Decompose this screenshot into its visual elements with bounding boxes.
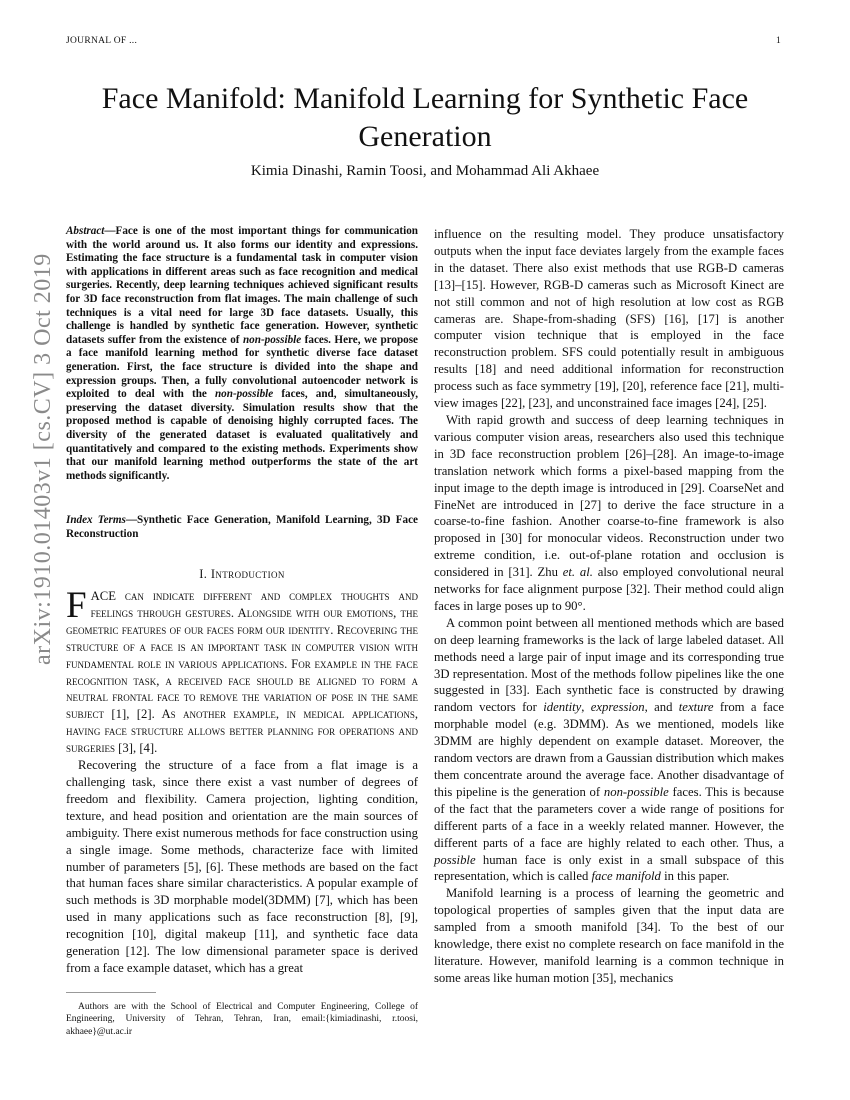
paragraph-text: from a face morphable model (e.g. 3DMM). As we mentioned, models like 3DMM are highly dependent on example dataset. Moreover, the random vectors are drawn from a Gaussian distribution which makes them concentrate around the average face. Another disadvantage of this pipeline is the generation of — [434, 700, 784, 799]
abstract-text-1: —Face is one of the most important things for communication with the world around us. It also forms our identity and expressions. Estimating the face structure is a fundamental task in computer vision with applications in different areas such as face recognition and medical surgeries. Recently, deep learning techniques achieved significant results for 3D face reconstruction from flat images. The main challenge of such techniques is a vital need for large 3D face datasets. Usually, this challenge is handled by synthetic face generation. However, synthetic datasets suffer from the existence of — [66, 225, 418, 346]
abstract-text-3: faces, and, simultaneously, preserving the dataset diversity. Simulation results show that the proposed method is capable of denoising highly corrupted faces. The diversity of the generated dataset is evaluated qualitatively and quantitatively and compared to the existing methods. Experiments show that our manifold learning method outperforms the state of the art methods significantly. — [66, 388, 418, 482]
index-terms — [66, 514, 418, 541]
running-header: JOURNAL OF ... — [66, 36, 138, 46]
paragraph: Recovering the structure of a face from a flat image is a challenging task, since there exist a vast number of degrees of freedom and flexibility. Camera projection, lighting condition, texture, and head position and orientation are the main sources of ambiguity. There exist numerous methods for face construction using a single image. Some methods, characterize face with limited number of parameters [5], [6]. These methods are based on the fact that human faces share similar characteristics. A popular example of such methods is 3D morphable model(3DMM) [7], which has been used in many applications such as face reconstruction [8], [9], recognition [10], digital makeup [11], and synthetic face data generation [12]. The low dimensional parameter space is derived from a face example dataset, which has a great — [66, 758, 418, 975]
paragraph-text: , — [581, 700, 591, 715]
paragraph-emphasis: face manifold — [591, 869, 661, 884]
index-terms-text: —Synthetic Face Generation, Manifold Learning, 3D Face Reconstruction — [66, 514, 418, 540]
paragraph-text: , and — [644, 700, 679, 715]
paragraph: influence on the resulting model. They produce unsatisfactory outputs when the input face deviates largely from the example faces in the dataset. There also exist methods that use RGB-D cameras [13]–[15]. However, RGB-D cameras such as Microsoft Kinect are not still common and not of high resolution at low cost as RGB cameras are. Shape-from-shading (SFS) [16], [17] is another computer vision technique that is employed in the face reconstruction problem. SFS could potentially result in ambiguous results [18] and need additional information for reconstruction process such as face symmetry [19], [20], reference face [21], multi-view images [22], [23], and unconstrained face images [24], [25]. — [434, 227, 784, 411]
author-list: Kimia Dinashi, Ramin Toosi, and Mohammad Ali Akhaee — [250, 163, 600, 179]
paragraph-text: A common point between all mentioned methods which are based on deep learning frameworks is the lack of large labeled dataset. All methods need a large pair of input image and its corresponding true 3D representation. Most of the methods follow pipelines like the one suggested in [33]. Each synthetic face is constructed by drawing random vectors for — [434, 615, 784, 715]
paragraph-emphasis: non-possible — [603, 784, 669, 799]
index-terms-label: Index Terms — [66, 514, 126, 526]
paragraph — [434, 615, 784, 886]
drop-cap: F — [66, 585, 87, 626]
paper-title: Face Manifold: Manifold Learning for Synthetic Face Generation — [101, 82, 749, 153]
paragraph-emphasis: identity — [543, 700, 582, 715]
paragraph: Manifold learning is a process of learning the geometric and topological properties of samples given that the input data are sampled from a smooth manifold [34]. To the best of our knowledge, there exist no complete research on face manifold in the literature. However, manifold learning is a common technique in some areas like human motion [35], mechanics — [434, 886, 784, 985]
abstract-emphasis-2: non-possible — [214, 388, 274, 401]
section-heading: I. Introduction — [199, 567, 285, 581]
paragraph-emphasis: possible — [434, 852, 476, 867]
abstract — [66, 225, 418, 483]
paragraph-emphasis: expression — [590, 700, 645, 715]
paragraph — [434, 412, 784, 615]
abstract-label: Abstract — [66, 225, 105, 237]
intro-left-column — [66, 585, 418, 977]
intro-right-column — [434, 226, 784, 987]
paragraph-emphasis: texture — [678, 700, 714, 715]
paragraph-text: in this paper. — [660, 869, 730, 884]
paragraph-text: faces. This is because of the fact that the parameters cover a wide range of positions for different parts of a face in a weekly related manner. However, the different parts of a face are highly related to each other. Thus, a — [434, 784, 784, 850]
abstract-text-2: faces. Here, we propose a face manifold learning method for synthetic diverse face dataset generation. First, the face structure is divided into the shape and expression groups. Then, a fully convolutional autoencoder network is exploited to deal with the — [66, 333, 419, 401]
paragraph-emphasis: et. al. — [562, 565, 593, 580]
paragraph-text: With rapid growth and success of deep learning techniques in various computer vision areas, researchers also used this technique in 3D face reconstruction problem [26]–[28]. An image-to-image translation network which forms a pixel-based mapping from the input image to the depth image is introduced in [29]. CoarseNet and FineNet are introduced in [27] to derive the face structure in a coarse-to-fine fashion. Another coarse-to-fine framework is also proposed in [30] for monocular videos. Reconstruction under two extreme condition, i.e. out-of-plane rotation and occlusion is considered in [31]. Zhu — [434, 412, 784, 580]
paragraph — [66, 585, 418, 757]
paragraph-text: also employed convolutional neural networks for face alignment purpose [32]. Their method could align faces in large poses up to 90°. — [434, 565, 784, 613]
abstract-emphasis-1: non-possible — [242, 333, 302, 346]
page-number: 1 — [776, 36, 781, 46]
footnote: Authors are with the School of Electrical and Computer Engineering, College of Engineering, University of Tehran, Tehran, Iran, email:{kimiadinashi, r.toosi, akhaee}@ut.ac.ir — [66, 1002, 418, 1037]
paragraph-text: ACE can indicate different and complex thoughts and feelings through gestures. Alongside with our emotions, the geometric features of our faces form our identity. Recovering the structure of a face is an important task in computer vision with fundamental role in various applications. For example in the face recognition task, a received face should be aligned to form a neutral frontal face to remove the variation of pose in the same subject [1], [2]. As another example, in medical applications, having face structure allows better planning for operations and surgeries [3], [4]. — [66, 589, 418, 756]
footnote-rule — [66, 992, 156, 993]
arxiv-stamp: arXiv:1910.01403v1 [cs.CV] 3 Oct 2019 — [30, 253, 56, 665]
paragraph-text: human face is only exist in a small subspace of this representation, which is called — [434, 852, 784, 884]
